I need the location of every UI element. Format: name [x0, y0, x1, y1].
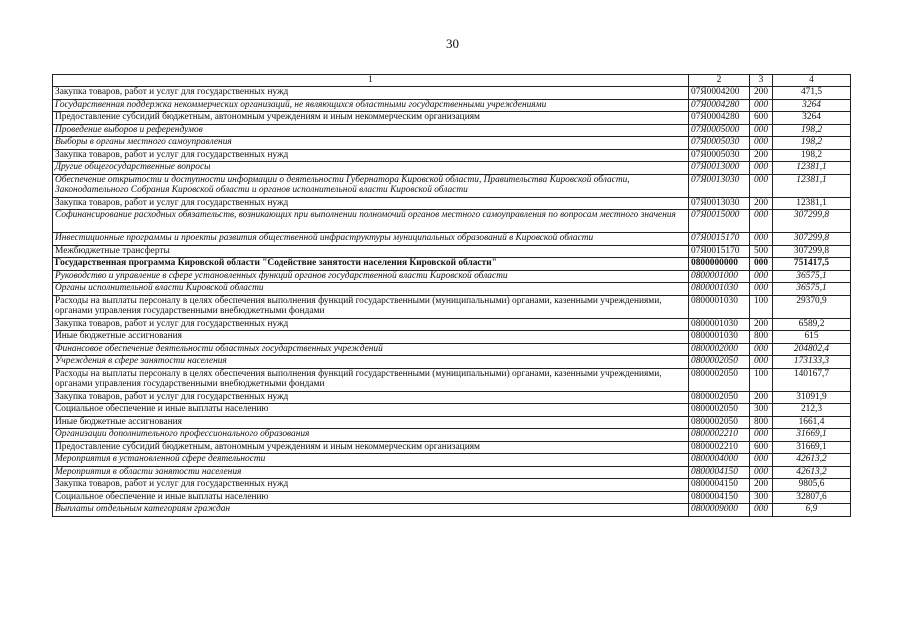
row-code-cell: 0800001030	[689, 331, 750, 344]
row-sum-cell: 198,2	[773, 137, 851, 150]
row-type-cell: 200	[750, 87, 773, 100]
row-sum-cell: 471,5	[773, 87, 851, 100]
row-name-cell: Другие общегосударственные вопросы	[53, 162, 689, 175]
row-sum-cell: 36575,1	[773, 270, 851, 283]
row-code-cell: 0800000000	[689, 258, 750, 271]
row-name-cell: Социальное обеспечение и иные выплаты населению	[53, 491, 689, 504]
row-sum-cell: 42613,2	[773, 466, 851, 479]
row-code-cell: 07Я0013030	[689, 197, 750, 210]
row-name-cell: Расходы на выплаты персоналу в целях обеспечения выполнения функций государственными (муниципальными) органами, казенными учреждениями, органами управления государственными внебюджетными фондами	[53, 368, 689, 391]
table-row	[53, 270, 851, 283]
row-name-cell: Органы исполнительной власти Кировской области	[53, 283, 689, 296]
row-sum-cell: 31091,9	[773, 391, 851, 404]
row-code-cell: 07Я0013030	[689, 174, 750, 197]
row-sum-cell: 31669,1	[773, 429, 851, 442]
table-row	[53, 331, 851, 344]
row-sum-cell: 12381,1	[773, 197, 851, 210]
row-code-cell: 0800002050	[689, 356, 750, 369]
row-type-cell: 200	[750, 318, 773, 331]
table-row	[53, 504, 851, 517]
row-code-cell: 0800001000	[689, 270, 750, 283]
row-type-cell: 200	[750, 149, 773, 162]
row-name-cell: Финансовое обеспечение деятельности областных государственных учреждений	[53, 343, 689, 356]
table-row	[53, 295, 851, 318]
row-code-cell: 07Я0015000	[689, 210, 750, 233]
row-name-cell: Государственная поддержка некоммерческих организаций, не являющихся областными государственными учреждениями	[53, 99, 689, 112]
row-name-cell: Инвестиционные программы и проекты развития общественной инфраструктуры муниципальных образований в Кировской области	[53, 233, 689, 246]
table-row	[53, 197, 851, 210]
table-row	[53, 454, 851, 467]
row-code-cell: 0800004150	[689, 479, 750, 492]
row-name-cell: Закупка товаров, работ и услуг для государственных нужд	[53, 318, 689, 331]
table-row	[53, 99, 851, 112]
row-code-cell: 0800009000	[689, 504, 750, 517]
table-row	[53, 343, 851, 356]
table-row	[53, 318, 851, 331]
table-row	[53, 368, 851, 391]
row-code-cell: 0800004000	[689, 454, 750, 467]
row-type-cell: 000	[750, 270, 773, 283]
row-name-cell: Проведение выборов и референдумов	[53, 124, 689, 137]
row-type-cell: 000	[750, 99, 773, 112]
row-type-cell: 000	[750, 356, 773, 369]
row-sum-cell: 204802,4	[773, 343, 851, 356]
row-type-cell: 000	[750, 124, 773, 137]
table-body	[53, 87, 851, 517]
row-sum-cell: 212,3	[773, 404, 851, 417]
row-code-cell: 07Я0005030	[689, 137, 750, 150]
row-name-cell: Закупка товаров, работ и услуг для государственных нужд	[53, 479, 689, 492]
row-code-cell: 0800002210	[689, 429, 750, 442]
row-type-cell: 200	[750, 197, 773, 210]
row-type-cell: 000	[750, 454, 773, 467]
row-sum-cell: 6589,2	[773, 318, 851, 331]
row-type-cell: 000	[750, 283, 773, 296]
row-code-cell: 0800002050	[689, 391, 750, 404]
row-sum-cell: 307299,8	[773, 210, 851, 233]
row-code-cell: 0800001030	[689, 283, 750, 296]
column-header-type: 3	[750, 75, 773, 87]
row-sum-cell: 31669,1	[773, 441, 851, 454]
row-sum-cell: 9805,6	[773, 479, 851, 492]
row-code-cell: 0800004150	[689, 466, 750, 479]
table-row	[53, 149, 851, 162]
row-name-cell: Предоставление субсидий бюджетным, автономным учреждениям и иным некоммерческим организациям	[53, 112, 689, 125]
row-type-cell: 500	[750, 245, 773, 258]
table-row	[53, 87, 851, 100]
row-sum-cell: 36575,1	[773, 283, 851, 296]
row-sum-cell: 307299,8	[773, 233, 851, 246]
row-sum-cell: 751417,5	[773, 258, 851, 271]
table-row	[53, 283, 851, 296]
row-code-cell: 07Я0004280	[689, 99, 750, 112]
table-row	[53, 479, 851, 492]
column-header-name: 1	[53, 75, 689, 87]
row-type-cell: 000	[750, 429, 773, 442]
table-row	[53, 416, 851, 429]
row-type-cell: 200	[750, 479, 773, 492]
row-name-cell: Социальное обеспечение и иные выплаты населению	[53, 404, 689, 417]
row-sum-cell: 3264	[773, 99, 851, 112]
row-code-cell: 0800002050	[689, 416, 750, 429]
row-code-cell: 0800002050	[689, 404, 750, 417]
row-type-cell: 300	[750, 404, 773, 417]
row-type-cell: 000	[750, 137, 773, 150]
table-row	[53, 466, 851, 479]
row-sum-cell: 32807,6	[773, 491, 851, 504]
row-code-cell: 07Я0005000	[689, 124, 750, 137]
budget-table	[52, 74, 851, 517]
row-sum-cell: 173133,3	[773, 356, 851, 369]
table-row	[53, 356, 851, 369]
row-type-cell: 000	[750, 504, 773, 517]
row-sum-cell: 3264	[773, 112, 851, 125]
row-name-cell: Руководство и управление в сфере установленных функций органов государственной власти Кировской области	[53, 270, 689, 283]
page-number: 30	[446, 36, 459, 51]
table-row	[53, 210, 851, 233]
row-sum-cell: 198,2	[773, 149, 851, 162]
row-name-cell: Закупка товаров, работ и услуг для государственных нужд	[53, 149, 689, 162]
row-code-cell: 07Я0015170	[689, 245, 750, 258]
row-type-cell: 100	[750, 368, 773, 391]
table-row	[53, 491, 851, 504]
row-sum-cell: 12381,1	[773, 174, 851, 197]
row-type-cell: 800	[750, 331, 773, 344]
row-code-cell: 0800001030	[689, 318, 750, 331]
table-row	[53, 404, 851, 417]
row-type-cell: 000	[750, 233, 773, 246]
table-row	[53, 174, 851, 197]
row-name-cell: Государственная программа Кировской области "Содействие занятости населения Кировской области"	[53, 258, 689, 271]
row-sum-cell: 1661,4	[773, 416, 851, 429]
row-name-cell: Мероприятия в установленной сфере деятельности	[53, 454, 689, 467]
row-sum-cell: 615	[773, 331, 851, 344]
row-name-cell: Обеспечение открытости и доступности информации о деятельности Губернатора Кировской области, Правительства Кировской области, Законодательного Собрания Кировской области и органов исполнительной власти Кировской области	[53, 174, 689, 197]
row-name-cell: Учреждения в сфере занятости населения	[53, 356, 689, 369]
row-code-cell: 07Я0013000	[689, 162, 750, 175]
row-name-cell: Межбюджетные трансферты	[53, 245, 689, 258]
row-sum-cell: 42613,2	[773, 454, 851, 467]
row-type-cell: 600	[750, 112, 773, 125]
row-sum-cell: 140167,7	[773, 368, 851, 391]
row-code-cell: 07Я0004200	[689, 87, 750, 100]
table-row	[53, 124, 851, 137]
table-row	[53, 112, 851, 125]
row-type-cell: 000	[750, 174, 773, 197]
table-row	[53, 391, 851, 404]
row-type-cell: 200	[750, 391, 773, 404]
row-code-cell: 0800001030	[689, 295, 750, 318]
column-header-code: 2	[689, 75, 750, 87]
row-name-cell: Иные бюджетные ассигнования	[53, 416, 689, 429]
header-row	[53, 75, 851, 87]
row-name-cell: Организации дополнительного профессионального образования	[53, 429, 689, 442]
row-name-cell: Софинансирование расходных обязательств, возникающих при выполнении полномочий органов местного самоуправления по вопросам местного значения	[53, 210, 689, 233]
row-name-cell: Мероприятия в области занятости населения	[53, 466, 689, 479]
row-name-cell: Выплаты отдельным категориям граждан	[53, 504, 689, 517]
column-header-sum: 4	[773, 75, 851, 87]
row-type-cell: 600	[750, 441, 773, 454]
table-row	[53, 233, 851, 246]
row-code-cell: 07Я0015170	[689, 233, 750, 246]
row-sum-cell: 12381,1	[773, 162, 851, 175]
row-sum-cell: 307299,8	[773, 245, 851, 258]
row-type-cell: 300	[750, 491, 773, 504]
table-row	[53, 258, 851, 271]
row-name-cell: Закупка товаров, работ и услуг для государственных нужд	[53, 197, 689, 210]
row-name-cell: Закупка товаров, работ и услуг для государственных нужд	[53, 87, 689, 100]
row-code-cell: 07Я0004280	[689, 112, 750, 125]
row-code-cell: 0800002000	[689, 343, 750, 356]
row-sum-cell: 6,9	[773, 504, 851, 517]
row-name-cell: Расходы на выплаты персоналу в целях обеспечения выполнения функций государственными (муниципальными) органами, казенными учреждениями, органами управления государственными внебюджетными фондами	[53, 295, 689, 318]
row-code-cell: 0800002210	[689, 441, 750, 454]
table-row	[53, 162, 851, 175]
table-row	[53, 429, 851, 442]
row-type-cell: 800	[750, 416, 773, 429]
row-code-cell: 0800004150	[689, 491, 750, 504]
row-name-cell: Иные бюджетные ассигнования	[53, 331, 689, 344]
row-sum-cell: 29370,9	[773, 295, 851, 318]
row-type-cell: 000	[750, 343, 773, 356]
table-row	[53, 245, 851, 258]
row-sum-cell: 198,2	[773, 124, 851, 137]
row-type-cell: 000	[750, 162, 773, 175]
table-row	[53, 137, 851, 150]
row-name-cell: Закупка товаров, работ и услуг для государственных нужд	[53, 391, 689, 404]
row-code-cell: 0800002050	[689, 368, 750, 391]
table-row	[53, 441, 851, 454]
row-type-cell: 000	[750, 210, 773, 233]
row-type-cell: 000	[750, 258, 773, 271]
row-name-cell: Предоставление субсидий бюджетным, автономным учреждениям и иным некоммерческим организациям	[53, 441, 689, 454]
row-type-cell: 000	[750, 466, 773, 479]
row-type-cell: 100	[750, 295, 773, 318]
row-code-cell: 07Я0005030	[689, 149, 750, 162]
row-name-cell: Выборы в органы местного самоуправления	[53, 137, 689, 150]
